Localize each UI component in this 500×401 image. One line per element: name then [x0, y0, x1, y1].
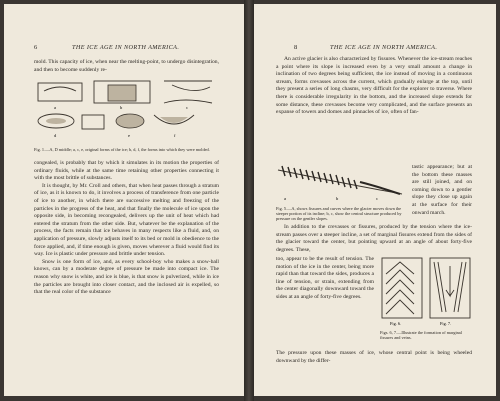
- right-page-number: 8: [294, 44, 298, 51]
- left-running-head: THE ICE AGE IN NORTH AMERICA.: [72, 44, 180, 51]
- left-top-text: mold. This capacity of ice, when near the melting-point, to undergo disintegration, and then to become suddenly re-: [34, 59, 219, 73]
- right-wrap-text: tastic appearance; but at the bottom these masses are still joined, and on coming down to a gentler slope they close up again at the surface for their onward march.: [412, 164, 472, 216]
- fig-label-a: a: [54, 105, 56, 110]
- right-body-bottom: The pressure upon these masses of ice, whose central point is being wheeled downward by the differ-: [276, 350, 472, 364]
- left-page-number: 6: [34, 44, 38, 51]
- fig5-label-b: b: [336, 196, 339, 201]
- left-body: [34, 160, 219, 297]
- fig7-label: Fig. 7.: [440, 321, 452, 326]
- right-column-text: too, appear to be the result of tension. The motion of the ice in the center, being more rapid than that toward the sides, produces a line of tension, or strain, extending from the center diagonally downward toward the sides at an angle of forty-five degrees.: [276, 256, 374, 300]
- fig67-caption: Figs. 6, 7.—Illustrate the formation of marginal fissures and veins.: [380, 330, 462, 341]
- right-body-mid: In addition to the crevasses or fissures, produced by the tension where the ice-stream passes over a steeper incline, a set of marginal fissures extend from the sides of the glacier toward the center, but pointing upward at an angle of about forty-five degrees. These,: [276, 224, 472, 253]
- right-body-top: An active glacier is also characterized by fissures. Whenever the ice-stream reaches a point where its slope is increased even by a very small amount a change in inclination of two degrees being sufficient, the ice instead of moving in a continuous stream, forms crevasses across the current, which gradually enlarge at the top, until they present a series of long chasms, very difficult for the explorer to traverse. Where there is considerable irregularity in the bottom, and the increased slope extends for some distance, these crevasses become very complicated, and the surface presents an expanse of towers and domes and pinnacles of ice, often of fan-: [276, 56, 472, 116]
- fig-label-b: b: [120, 105, 123, 110]
- fig-label-d: d: [54, 133, 57, 138]
- ice-mold-figure: [34, 77, 219, 145]
- left-paragraph-1: congealed, is probably that by which it simulates in its motion the properties of ordinary fluids, while at the same time retaining other properties connecting it with the most brittle of substances.: [34, 160, 219, 182]
- fig-label-c: c: [186, 105, 188, 110]
- fig-label-f: f: [174, 133, 176, 138]
- left-page: [4, 4, 244, 396]
- right-page: [254, 4, 496, 396]
- fig5-caption: Fig. 5.—A, shows fissures and curves where the glacier moves down the steeper portion of its incline; b, c, show the central structure produced by pressure on the gentler slopes.: [276, 206, 402, 222]
- fig5-label-c: c: [376, 196, 378, 201]
- fig-label-e: e: [128, 133, 130, 138]
- right-running-head: THE ICE AGE IN NORTH AMERICA.: [330, 44, 438, 51]
- crevasse-figure: [276, 164, 404, 204]
- fig5-label-a: a: [284, 196, 286, 201]
- left-paragraph-3: Snow is one form of ice, and, as every school-boy who makes a snow-ball knows, can by a moderate degree of pressure be made into compact ice. The reason why snow is white, and ice is blue, is that snow is pulverized, while in ice the particles are brought into closer contact, and the inclosed air is expelled, so that the real color of the substance: [34, 258, 219, 296]
- left-figure-caption: Fig. 1.—A, D middle; a, c, e, original forms of the ice; b, d, f, the forms into which they were molded.: [34, 147, 210, 152]
- book-gutter: [244, 0, 254, 401]
- left-paragraph-2: It is thought, by Mr. Croll and others, that when heat passes through a stratum of ice, as it is known to do, it involves a process of transference from one particle of ice to another, in which there are successive melting and freezing of the particles in the progress of the heat, and that finally the molecule of ice upon the opposite side, in becoming recongealed, delivers up the unit of heat which had entered the stratum from the other side. But, whatever be the explanation of the process, the facts remain that ice behaves in many respects like a fluid, and, on application of pressure, slowly adjusts itself to its bed or mold in obedience to the force applied, and, if time enough is given, moves wherever a fluid would find its way. Ice is plastic under pressure and brittle under tension.: [34, 182, 219, 258]
- fig6-label: Fig. 6.: [390, 321, 402, 326]
- marginal-fissures-figure: [380, 256, 472, 328]
